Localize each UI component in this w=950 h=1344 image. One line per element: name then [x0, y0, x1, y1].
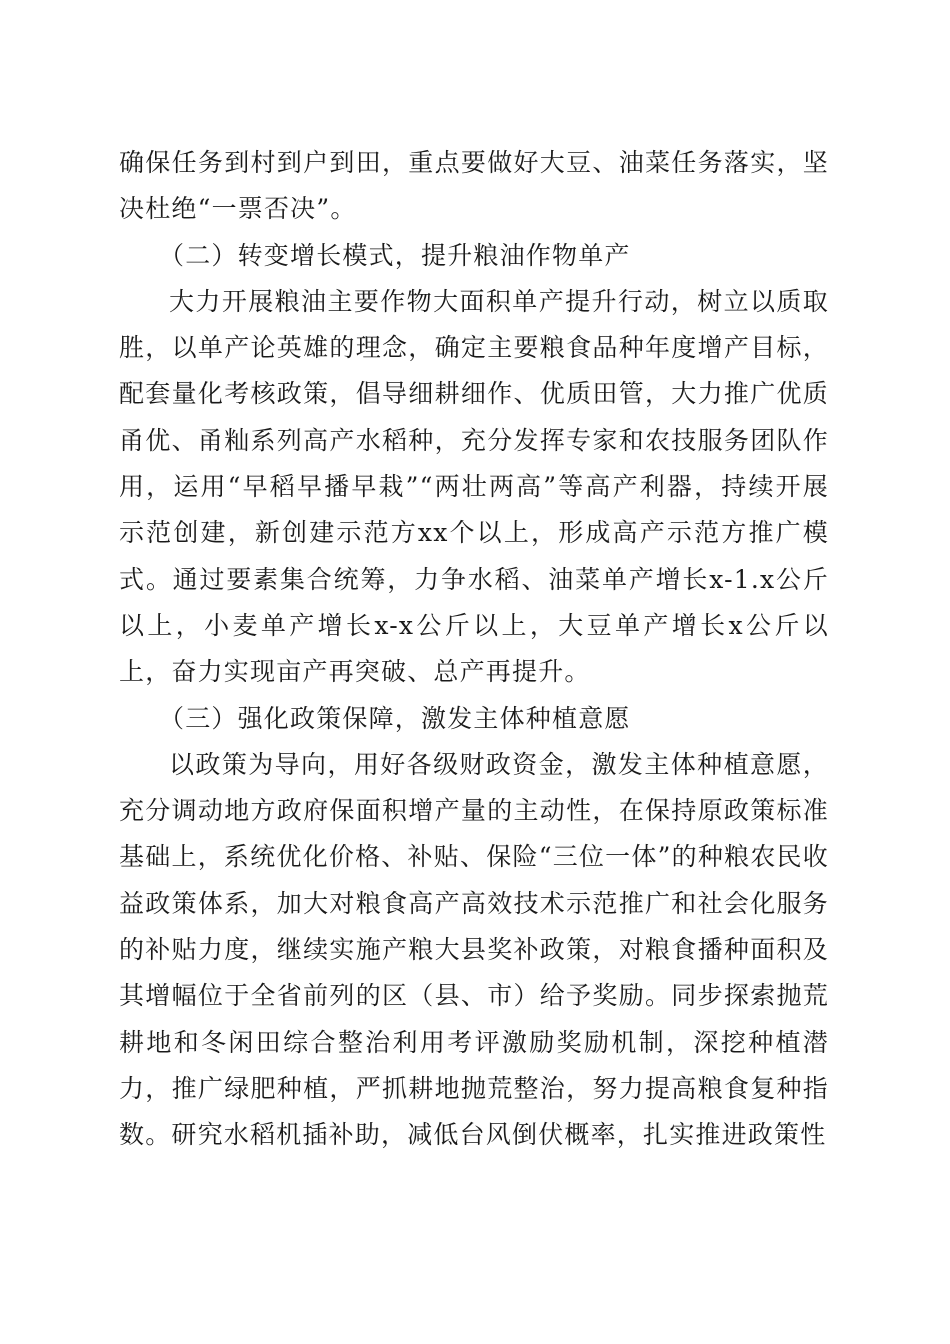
paragraph-body: 以政策为导向，用好各级财政资金，激发主体种植意愿，充分调动地方政府保面积增产量的主动性，在保持原政策标准基础上，系统优化价格、补贴、保险“三位一体”的种粮农民收益政策体系，加大对粮食高产高效技术示范推广和社会化服务的补贴力度，继续实施产粮大县奖补政策，对粮食播种面积及其增幅位于全省前列的区（县、市）给予奖励。同步探索抛荒耕地和冬闲田综合整治利用考评激励奖励机制，深挖种植潜力，推广绿肥种植，严抓耕地抛荒整治，努力提高粮食复种指数。研究水稻机插补助，减低台风倒伏概率，扎实推进政策性 [119, 749, 829, 1150]
document-body [119, 140, 829, 1159]
section-heading-2: （二）转变增长模式，提升粮油作物单产 [159, 240, 631, 270]
paragraph-body: 大力开展粮油主要作物大面积单产提升行动，树立以质取胜，以单产论英雄的理念，确定主要粮食品种年度增产目标，配套量化考核政策，倡导细耕细作、优质田管，大力推广优质甬优、甬籼系列高产水稻种，充分发挥专家和农技服务团队作用，运用“早稻早播早栽”“两壮两高”等高产利器，持续开展示范创建，新创建示范方xx个以上，形成高产示范方推广模式。通过要素集合统筹，力争水稻、油菜单产增长x-1.x公斤以上，小麦单产增长x-x公斤以上，大豆单产增长x公斤以上，奋力实现亩产再突破、总产再提升。 [119, 286, 829, 687]
paragraph-continued: 确保任务到村到户到田，重点要做好大豆、油菜任务落实，坚决杜绝“一票否决”。 [119, 148, 829, 224]
section-heading-3: （三）强化政策保障，激发主体种植意愿 [159, 703, 631, 733]
